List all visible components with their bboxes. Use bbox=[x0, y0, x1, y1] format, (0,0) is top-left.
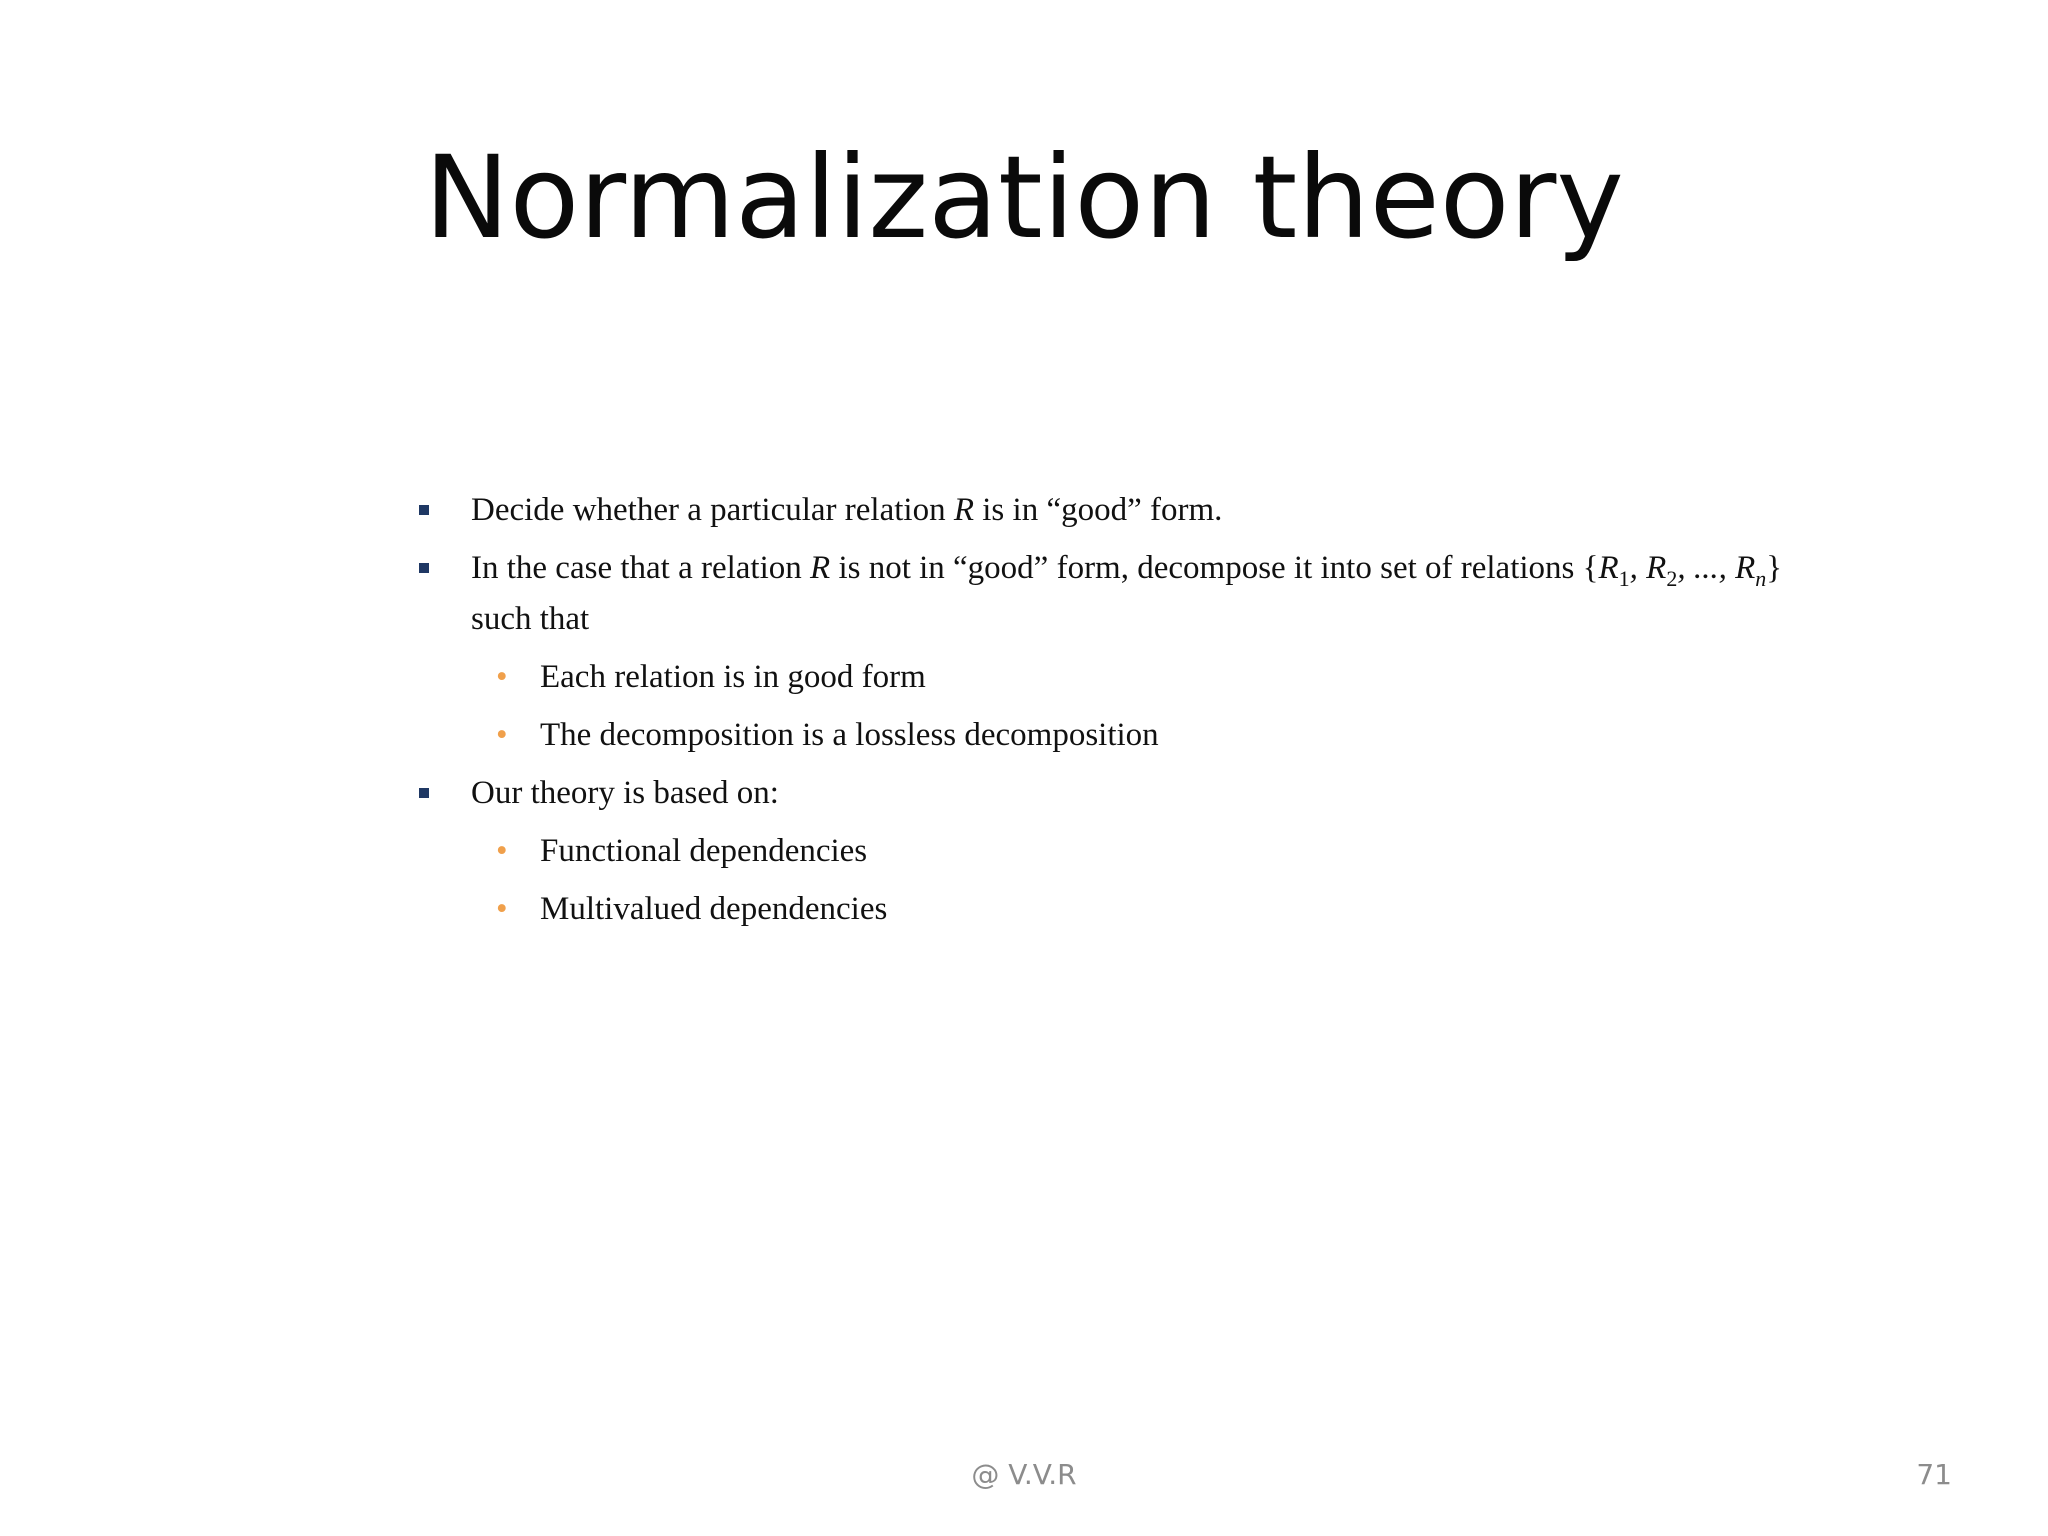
footer-author: @ V.V.R bbox=[971, 1458, 1077, 1491]
relation-r2-subscript: 2 bbox=[1666, 566, 1678, 591]
sub-bullet-item-4 bbox=[412, 889, 1872, 929]
relation-r2: R bbox=[1646, 550, 1667, 586]
sub-bullet-text: Multivalued dependencies bbox=[540, 891, 888, 927]
bullet-text-prefix: Decide whether a particular relation bbox=[471, 492, 954, 528]
sub-bullet-item-2 bbox=[412, 715, 1872, 755]
bullet-text-prefix: In the case that a relation bbox=[471, 550, 811, 586]
relation-r1: R bbox=[1598, 550, 1619, 586]
bullet-text-mid: is not in “good” form, decompose it into set of relations { bbox=[830, 550, 1599, 586]
separator-2: , ..., bbox=[1677, 550, 1736, 586]
bullet-text-suffix: is in “good” form. bbox=[974, 492, 1223, 528]
slide-title: Normalization theory bbox=[424, 131, 1624, 264]
separator-1: , bbox=[1629, 550, 1647, 586]
bullet-item-2 bbox=[412, 548, 1872, 639]
sub-bullet-item-3 bbox=[412, 831, 1872, 871]
sub-bullet-text: Each relation is in good form bbox=[540, 659, 926, 695]
bullet-text: Our theory is based on: bbox=[471, 775, 779, 811]
relation-variable: R bbox=[953, 492, 975, 528]
relation-rn-subscript: n bbox=[1755, 566, 1767, 591]
bullet-list bbox=[412, 490, 1872, 947]
relation-variable: R bbox=[810, 550, 831, 586]
relation-rn: R bbox=[1735, 550, 1756, 586]
sub-bullet-item-1 bbox=[412, 657, 1872, 697]
square-bullet-icon bbox=[419, 563, 429, 573]
sub-bullet-text: Functional dependencies bbox=[540, 833, 868, 869]
dot-bullet-icon: • bbox=[496, 833, 508, 869]
square-bullet-icon bbox=[419, 505, 429, 515]
sub-bullet-text: The decomposition is a lossless decomposition bbox=[540, 717, 1159, 753]
bullet-continuation: such that bbox=[471, 601, 590, 637]
dot-bullet-icon: • bbox=[496, 659, 508, 695]
page-number: 71 bbox=[1916, 1458, 1952, 1491]
dot-bullet-icon: • bbox=[496, 717, 508, 753]
bullet-item-1 bbox=[412, 490, 1872, 530]
relation-r1-subscript: 1 bbox=[1618, 566, 1630, 591]
square-bullet-icon bbox=[419, 788, 429, 798]
closing-brace: } bbox=[1766, 550, 1783, 586]
dot-bullet-icon: • bbox=[496, 891, 508, 927]
bullet-item-3 bbox=[412, 773, 1872, 813]
